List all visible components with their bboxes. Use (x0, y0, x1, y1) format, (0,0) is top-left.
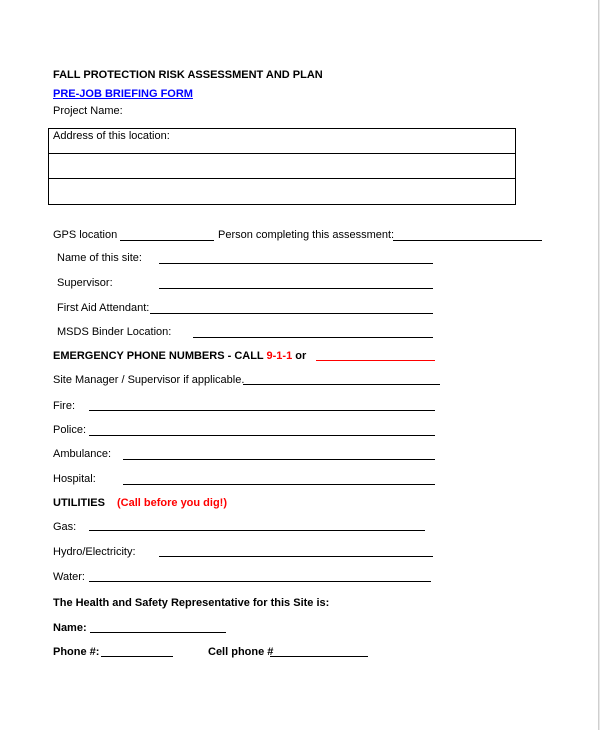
person-input-line[interactable] (393, 240, 542, 241)
address-row-2[interactable] (49, 154, 515, 179)
form-title: FALL PROTECTION RISK ASSESSMENT AND PLAN (53, 69, 323, 81)
supervisor-input-line[interactable] (159, 288, 433, 289)
fire-label: Fire: (53, 400, 75, 412)
hydro-label: Hydro/Electricity: (53, 546, 136, 558)
gps-input-line[interactable] (120, 240, 214, 241)
hospital-input-line[interactable] (123, 484, 435, 485)
address-label: Address of this location: (53, 130, 170, 142)
first-aid-label: First Aid Attendant: (57, 302, 150, 314)
msds-input-line[interactable] (193, 337, 433, 338)
cell-input-line[interactable] (270, 656, 368, 657)
police-label: Police: (53, 424, 87, 436)
cell-label: Cell phone # (208, 646, 274, 658)
person-label: Person completing this assessment: (218, 229, 395, 241)
hospital-label: Hospital: (53, 473, 96, 485)
phone-label: Phone #: (53, 646, 100, 658)
fire-input-line[interactable] (89, 410, 435, 411)
first-aid-input-line[interactable] (150, 313, 433, 314)
ambulance-input-line[interactable] (123, 459, 435, 460)
name-input-line[interactable] (90, 632, 226, 633)
gas-input-line[interactable] (89, 530, 425, 531)
form-subtitle-link[interactable]: PRE-JOB BRIEFING FORM (53, 88, 193, 100)
utilities-heading: UTILITIES (53, 497, 105, 509)
hs-rep-heading: The Health and Safety Representative for this Site is: (53, 597, 330, 609)
emergency-alt-input-line[interactable] (316, 360, 435, 361)
call-before-note: (Call before you dig!) (117, 497, 227, 509)
ambulance-label: Ambulance: (53, 448, 112, 460)
msds-label: MSDS Binder Location: (57, 326, 172, 338)
name-label: Name: (53, 622, 87, 634)
site-manager-input-line[interactable] (243, 384, 440, 385)
emergency-or: or (295, 350, 307, 362)
address-box (48, 128, 516, 205)
emergency-heading-text: EMERGENCY PHONE NUMBERS - CALL (53, 350, 264, 362)
supervisor-label: Supervisor: (57, 277, 113, 289)
project-name-label: Project Name: (53, 105, 123, 117)
emergency-heading (53, 350, 306, 363)
water-input-line[interactable] (89, 581, 431, 582)
emergency-911: 9-1-1 (266, 350, 293, 362)
site-name-label: Name of this site: (57, 252, 142, 264)
gps-label: GPS location (53, 229, 118, 241)
police-input-line[interactable] (89, 435, 435, 436)
gas-label: Gas: (53, 521, 77, 533)
phone-input-line[interactable] (101, 656, 173, 657)
site-manager-label: Site Manager / Supervisor if applicable. (53, 374, 245, 386)
site-name-input-line[interactable] (159, 263, 433, 264)
hydro-input-line[interactable] (159, 556, 433, 557)
water-label: Water: (53, 571, 85, 583)
